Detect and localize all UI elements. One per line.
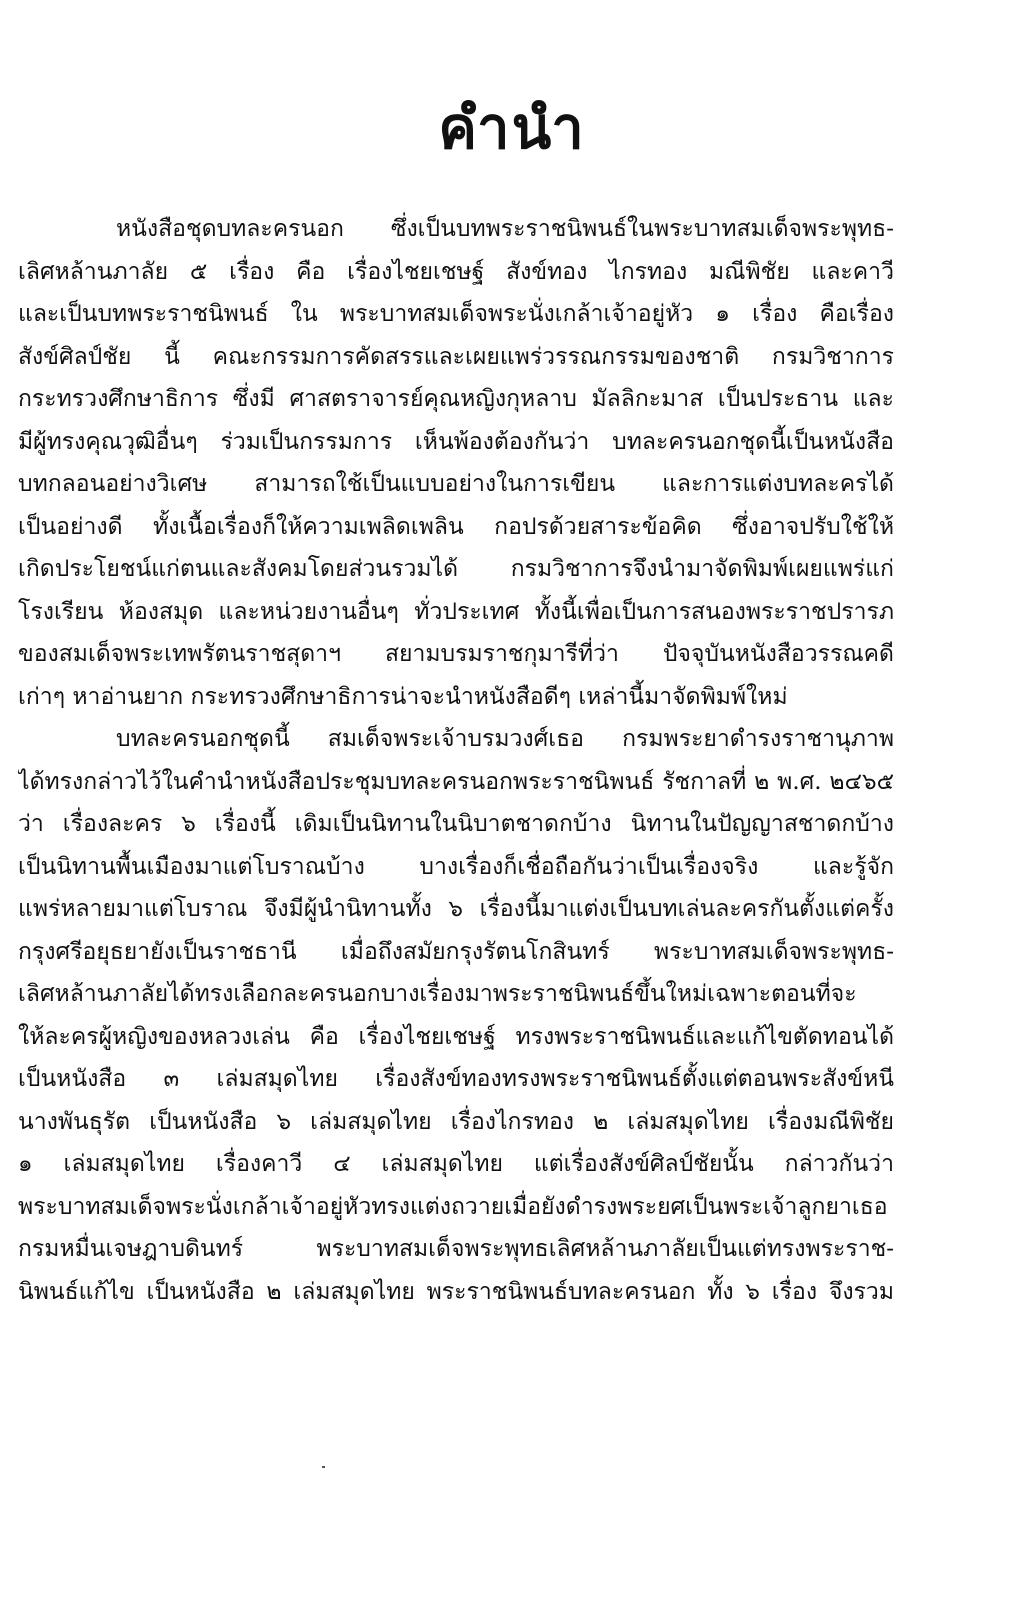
text-line: เป็นหนังสือ ๓ เล่มสมุดไทย เรื่องสังข์ทองทรงพระราชนิพนธ์ตั้งแต่ตอนพระสังข์หนี	[18, 1066, 894, 1092]
text-line: หนังสือชุดบทละครนอก ซึ่งเป็นบทพระราชนิพนธ์ในพระบาทสมเด็จพระพุทธ-	[116, 216, 894, 242]
body-text	[18, 208, 894, 1313]
text-line: พระบาทสมเด็จพระนั่งเกล้าเจ้าอยู่หัวทรงแต่งถวายเมื่อยังดำรงพระยศเป็นพระเจ้าลูกยาเธอ	[18, 1193, 888, 1220]
text-line: กรุงศรีอยุธยายังเป็นราชธานี เมื่อถึงสมัยกรุงรัตนโกสินทร์ พระบาทสมเด็จพระพุทธ-	[18, 938, 894, 965]
text-line: เก่าๆ หาอ่านยาก กระทรวงศึกษาธิการน่าจะนำหนังสือดีๆ เหล่านี้มาจัดพิมพ์ใหม่	[18, 683, 788, 710]
text-line: และเป็นบทพระราชนิพนธ์ ใน พระบาทสมเด็จพระนั่งเกล้าเจ้าอยู่หัว ๑ เรื่อง คือเรื่อง	[18, 301, 894, 327]
text-line: มีผู้ทรงคุณวุฒิอื่นๆ ร่วมเป็นกรรมการ เห็นพ้องต้องกันว่า บทละครนอกชุดนี้เป็นหนังสือ	[18, 428, 894, 455]
text-line: เป็นอย่างดี ทั้งเนื้อเรื่องก็ให้ความเพลิดเพลิน กอปรด้วยสาระข้อคิด ซึ่งอาจปรับใช้ให้	[18, 513, 894, 540]
text-line: เป็นนิทานพื้นเมืองมาแต่โบราณบ้าง บางเรื่องก็เชื่อถือกันว่าเป็นเรื่องจริง และรู้จัก	[18, 853, 894, 880]
text-line: กรมหมื่นเจษฎาบดินทร์ พระบาทสมเด็จพระพุทธเลิศหล้านภาลัยเป็นแต่ทรงพระราช-	[18, 1236, 894, 1262]
text-line: เลิศหล้านภาลัย ๕ เรื่อง คือ เรื่องไชยเชษฐ์ สังข์ทอง ไกรทอง มณีพิชัย และคาวี	[18, 258, 894, 285]
text-line: นางพันธุรัต เป็นหนังสือ ๖ เล่มสมุดไทย เรื่องไกรทอง ๒ เล่มสมุดไทย เรื่องมณีพิชัย	[18, 1108, 894, 1135]
page-title: คำนำ	[438, 94, 586, 162]
text-line: สังข์ศิลป์ชัย นี้ คณะกรรมการคัดสรรและเผยแพร่วรรณกรรมของชาติ กรมวิชาการ	[18, 343, 894, 370]
text-line: บทละครนอกชุดนี้ สมเด็จพระเจ้าบรมวงศ์เธอ กรมพระยาดำรงราชานุภาพ	[116, 726, 894, 752]
text-line: เกิดประโยชน์แก่ตนและสังคมโดยส่วนรวมได้ กรมวิชาการจึงนำมาจัดพิมพ์เผยแพร่แก่	[18, 556, 894, 582]
text-line: โรงเรียน ห้องสมุด และหน่วยงานอื่นๆ ทั่วประเทศ ทั้งนี้เพื่อเป็นการสนองพระราชปรารภ	[18, 598, 894, 625]
stray-mark	[322, 1466, 325, 1468]
text-line: บทกลอนอย่างวิเศษ สามารถใช้เป็นแบบอย่างในการเขียน และการแต่งบทละครได้	[18, 471, 894, 497]
text-line: ๑ เล่มสมุดไทย เรื่องคาวี ๔ เล่มสมุดไทย แต่เรื่องสังข์ศิลป์ชัยนั้น กล่าวกันว่า	[18, 1151, 894, 1177]
text-line: ได้ทรงกล่าวไว้ในคำนำหนังสือประชุมบทละครนอกพระราชนิพนธ์ รัชกาลที่ ๒ พ.ศ. ๒๔๖๕	[18, 768, 894, 795]
text-line: ให้ละครผู้หญิงของหลวงเล่น คือ เรื่องไชยเชษฐ์ ทรงพระราชนิพนธ์และแก้ไขตัดทอนได้	[18, 1023, 894, 1050]
text-line: ว่า เรื่องละคร ๖ เรื่องนี้ เดิมเป็นนิทานในนิบาตชาดกบ้าง นิทานในปัญญาสชาดกบ้าง	[18, 811, 894, 837]
text-line: กระทรวงศึกษาธิการ ซึ่งมี ศาสตราจารย์คุณหญิงกุหลาบ มัลลิกะมาส เป็นประธาน และ	[18, 386, 894, 412]
text-line: แพร่หลายมาแต่โบราณ จึงมีผู้นำนิทานทั้ง ๖ เรื่องนี้มาแต่งเป็นบทเล่นละครกันตั้งแต่ครั้ง	[18, 896, 894, 922]
text-line: นิพนธ์แก้ไข เป็นหนังสือ ๒ เล่มสมุดไทย พระราชนิพนธ์บทละครนอก ทั้ง ๖ เรื่อง จึงรวม	[18, 1278, 894, 1305]
text-line: เลิศหล้านภาลัยได้ทรงเลือกละครนอกบางเรื่องมาพระราชนิพนธ์ขึ้นใหม่เฉพาะตอนที่จะ	[18, 981, 857, 1007]
text-line: ของสมเด็จพระเทพรัตนราชสุดาฯ สยามบรมราชกุมารีที่ว่า ปัจจุบันหนังสือวรรณคดี	[18, 641, 894, 667]
